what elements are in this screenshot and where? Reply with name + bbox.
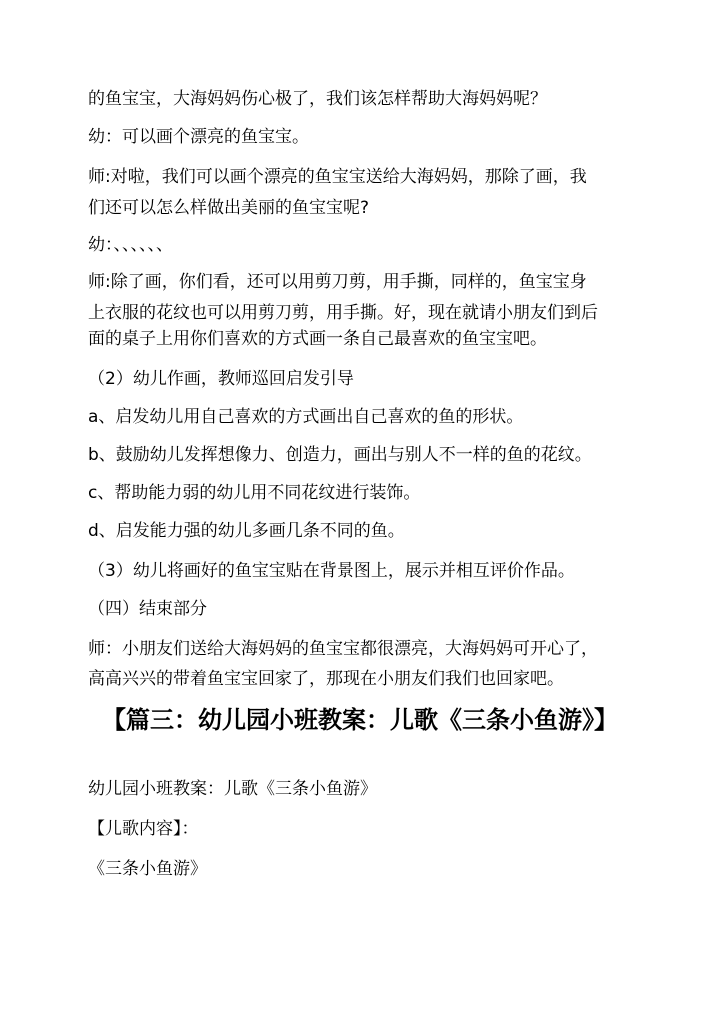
text-line: 师:除了画，你们看，还可以用剪刀剪，用手撕，同样的，鱼宝宝身 <box>88 272 587 292</box>
text-line: 【儿歌内容】： <box>88 819 199 839</box>
text-line: 师：小朋友们送给大海妈妈的鱼宝宝都很漂亮，大海妈妈可开心了， <box>88 639 598 659</box>
text-line: c、帮助能力弱的幼儿用不同花纹进行装饰。 <box>88 483 421 503</box>
section-heading: 【篇三：幼儿园小班教案：儿歌《三条小鱼游》】 <box>102 706 618 734</box>
text-line: 面的桌子上用你们喜欢的方式画一条自己最喜欢的鱼宝宝吧。 <box>88 329 547 349</box>
text-line: 幼：、、、、、、 <box>88 235 173 255</box>
text-line: 高高兴兴的带着鱼宝宝回家了，那现在小朋友们我们也回家吧。 <box>88 669 564 689</box>
text-line: 幼儿园小班教案：儿歌《三条小鱼游》 <box>88 779 377 799</box>
text-line: 的鱼宝宝，大海妈妈伤心极了，我们该怎样帮助大海妈妈呢？ <box>88 89 547 109</box>
text-line: 上衣服的花纹也可以用剪刀剪，用手撕。好，现在就请小朋友们到后 <box>88 303 598 323</box>
text-line: d、启发能力强的幼儿多画几条不同的鱼。 <box>88 521 405 541</box>
text-line: （四）结束部分 <box>88 599 207 619</box>
text-line: a、启发幼儿用自己喜欢的方式画出自己喜欢的鱼的形状。 <box>88 407 524 427</box>
text-line: 《三条小鱼游》 <box>88 859 207 879</box>
text-line: b、鼓励幼儿发挥想像力、创造力，画出与别人不一样的鱼的花纹。 <box>88 445 592 465</box>
text-line: 们还可以怎么样做出美丽的鱼宝宝呢? <box>88 198 370 218</box>
text-line: 幼：可以画个漂亮的鱼宝宝。 <box>88 127 309 147</box>
text-line: 师:对啦，我们可以画个漂亮的鱼宝宝送给大海妈妈，那除了画，我 <box>88 167 587 187</box>
text-line: （2）幼儿作画，教师巡回启发引导 <box>88 369 354 389</box>
text-line: （3）幼儿将画好的鱼宝宝贴在背景图上，展示并相互评价作品。 <box>88 561 575 581</box>
